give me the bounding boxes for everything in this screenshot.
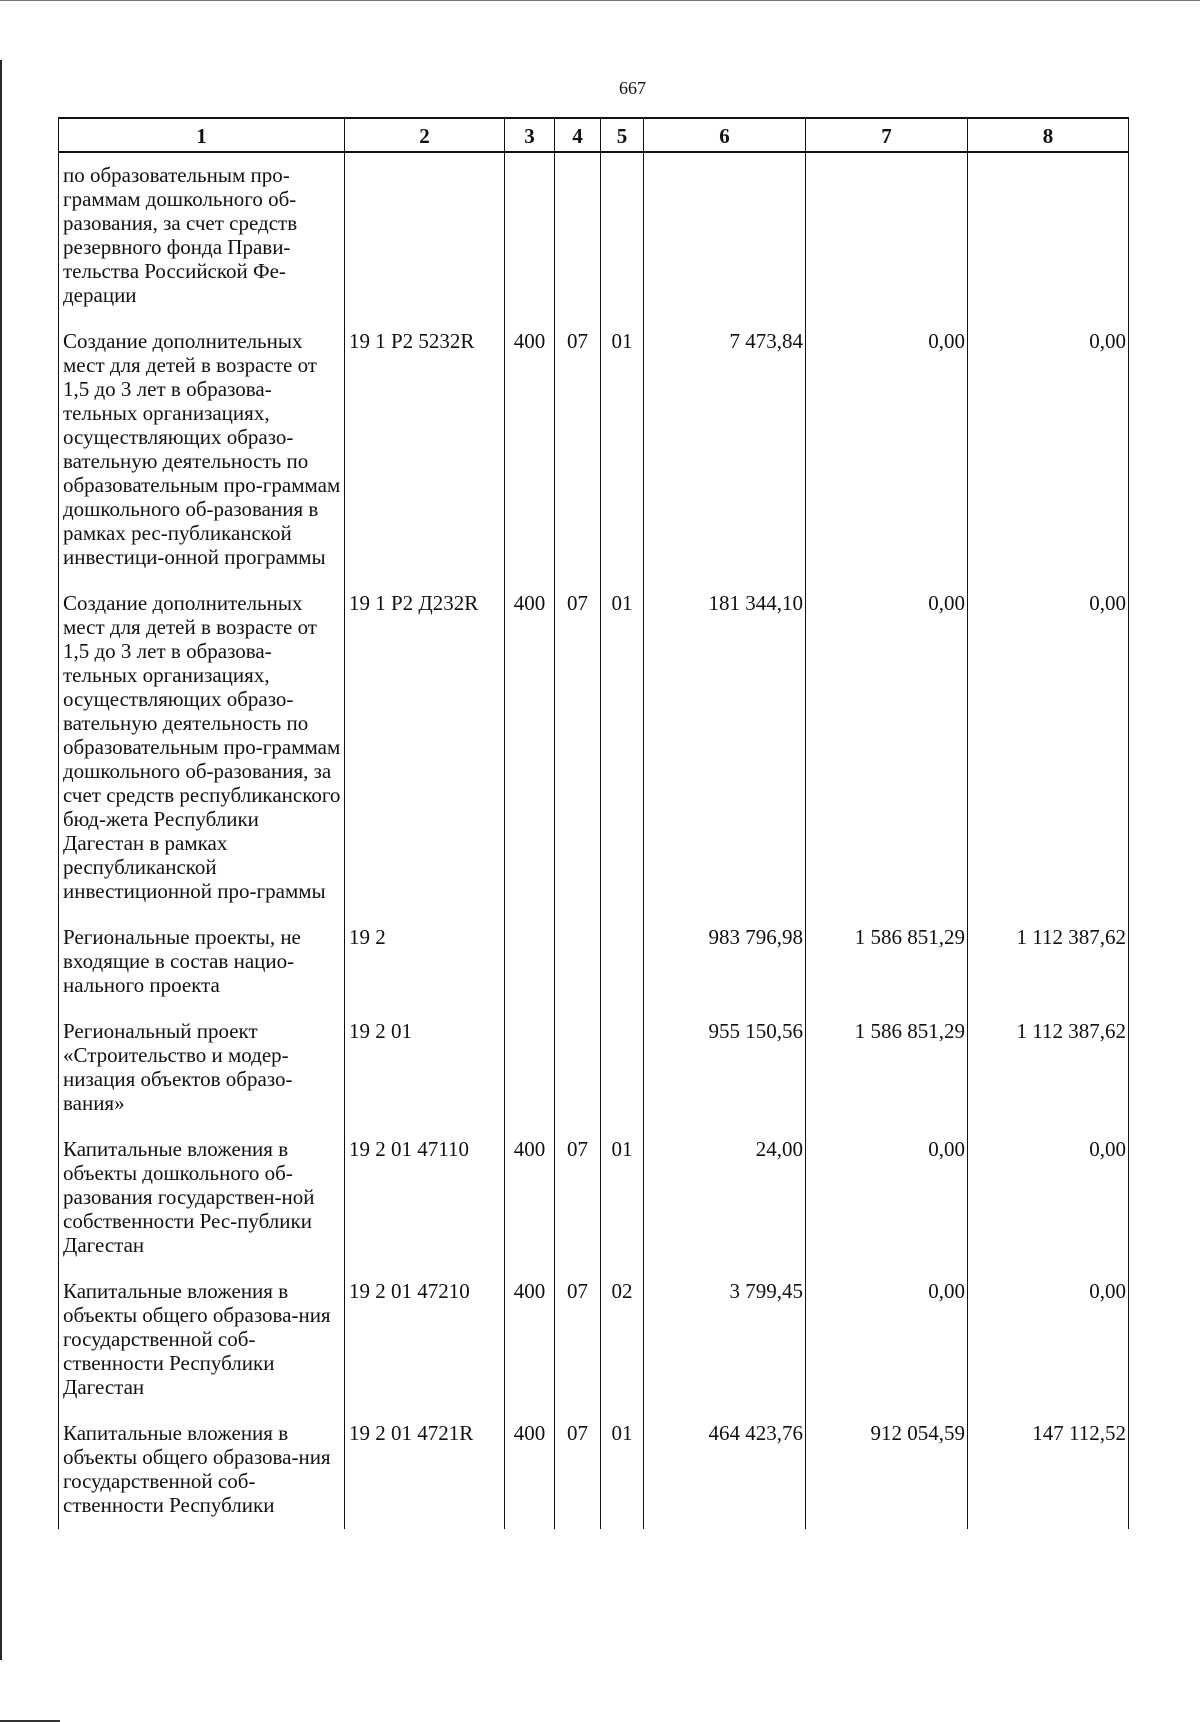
table-row: [59, 925, 1129, 1019]
column-header-8: 8: [968, 118, 1129, 152]
column-header-4: 4: [555, 118, 601, 152]
row-col4: 07: [555, 591, 601, 925]
row-name: Региональный проект «Строительство и модер-низация объектов образо-вания»: [59, 1019, 345, 1137]
row-name: Капитальные вложения в объекты дошкольного об-разования государствен-ной собственности Рес-публики Дагестан: [59, 1137, 345, 1279]
row-code: 19 1 P2 Д232R: [345, 591, 505, 925]
column-header-7: 7: [806, 118, 968, 152]
row-col3: 400: [505, 591, 555, 925]
row-col4: 07: [555, 1137, 601, 1279]
row-value-7: 1 586 851,29: [806, 1019, 968, 1137]
table-row: [59, 152, 1129, 329]
column-header-1: 1: [59, 118, 345, 152]
row-col5: 01: [601, 1421, 644, 1529]
row-col5: 01: [601, 1137, 644, 1279]
column-header-3: 3: [505, 118, 555, 152]
row-value-7: 0,00: [806, 1137, 968, 1279]
row-col5: [601, 152, 644, 329]
row-col4: 07: [555, 1421, 601, 1529]
page-number: 667: [619, 78, 646, 98]
row-col3: [505, 925, 555, 1019]
row-col4: 07: [555, 329, 601, 591]
row-value-8: 0,00: [968, 1279, 1129, 1421]
row-name: по образовательным про-граммам дошкольного об-разования, за счет средств резервного фонда Прави-тельства Российской Фе-дерации: [59, 152, 345, 329]
table-row: [59, 1019, 1129, 1137]
row-value-7: 912 054,59: [806, 1421, 968, 1529]
row-name: Создание дополнительных мест для детей в возрасте от 1,5 до 3 лет в образова-тельных организациях, осуществляющих образо-вательную деятельность по образовательным про-граммам дошкольного об-разования, за счет средств республиканского бюд-жета Республики Дагестан в рамках республиканской инвестиционной про-граммы: [59, 591, 345, 925]
row-col3: 400: [505, 329, 555, 591]
row-col5: 02: [601, 1279, 644, 1421]
scan-left-edge: [0, 60, 2, 1660]
table-row: [59, 1137, 1129, 1279]
table-row: [59, 329, 1129, 591]
row-code: [345, 152, 505, 329]
column-header-2: 2: [345, 118, 505, 152]
row-value-6: 24,00: [644, 1137, 806, 1279]
column-header-6: 6: [644, 118, 806, 152]
row-value-8: [968, 152, 1129, 329]
row-col5: 01: [601, 329, 644, 591]
row-col4: [555, 925, 601, 1019]
row-value-8: 1 112 387,62: [968, 925, 1129, 1019]
row-name: Капитальные вложения в объекты общего образова-ния государственной соб-ственности Республики: [59, 1421, 345, 1529]
row-value-8: 0,00: [968, 1137, 1129, 1279]
table-row: [59, 1279, 1129, 1421]
table-row: [59, 1421, 1129, 1529]
row-col3: 400: [505, 1137, 555, 1279]
row-value-8: 1 112 387,62: [968, 1019, 1129, 1137]
row-value-7: 0,00: [806, 1279, 968, 1421]
row-value-6: 464 423,76: [644, 1421, 806, 1529]
row-value-6: 3 799,45: [644, 1279, 806, 1421]
row-value-6: 955 150,56: [644, 1019, 806, 1137]
row-code: 19 2: [345, 925, 505, 1019]
row-value-6: 983 796,98: [644, 925, 806, 1019]
row-col4: [555, 152, 601, 329]
row-col3: 400: [505, 1421, 555, 1529]
row-col5: [601, 925, 644, 1019]
row-col5: [601, 1019, 644, 1137]
row-col3: 400: [505, 1279, 555, 1421]
table-row: [59, 591, 1129, 925]
row-name: Капитальные вложения в объекты общего образова-ния государственной соб-ственности Республики Дагестан: [59, 1279, 345, 1421]
row-value-7: [806, 152, 968, 329]
row-col3: [505, 1019, 555, 1137]
row-code: 19 1 P2 5232R: [345, 329, 505, 591]
row-value-8: 147 112,52: [968, 1421, 1129, 1529]
budget-table-container: [58, 117, 1128, 1529]
row-name: Региональные проекты, не входящие в состав нацио-нального проекта: [59, 925, 345, 1019]
row-code: 19 2 01 4721R: [345, 1421, 505, 1529]
row-value-8: 0,00: [968, 329, 1129, 591]
row-col4: [555, 1019, 601, 1137]
row-value-7: 0,00: [806, 329, 968, 591]
row-value-6: 7 473,84: [644, 329, 806, 591]
scan-top-edge: [0, 0, 1200, 5]
table-header-row: [59, 118, 1129, 152]
row-code: 19 2 01 47210: [345, 1279, 505, 1421]
row-value-6: [644, 152, 806, 329]
row-value-7: 0,00: [806, 591, 968, 925]
column-header-5: 5: [601, 118, 644, 152]
row-col4: 07: [555, 1279, 601, 1421]
row-code: 19 2 01: [345, 1019, 505, 1137]
row-value-8: 0,00: [968, 591, 1129, 925]
row-value-7: 1 586 851,29: [806, 925, 968, 1019]
row-code: 19 2 01 47110: [345, 1137, 505, 1279]
budget-table: [58, 117, 1129, 1529]
row-value-6: 181 344,10: [644, 591, 806, 925]
row-col3: [505, 152, 555, 329]
row-col5: 01: [601, 591, 644, 925]
row-name: Создание дополнительных мест для детей в возрасте от 1,5 до 3 лет в образова-тельных организациях, осуществляющих образо-вательную деятельность по образовательным про-граммам дошкольного об-разования в рамках рес-публиканской инвестици-онной программы: [59, 329, 345, 591]
